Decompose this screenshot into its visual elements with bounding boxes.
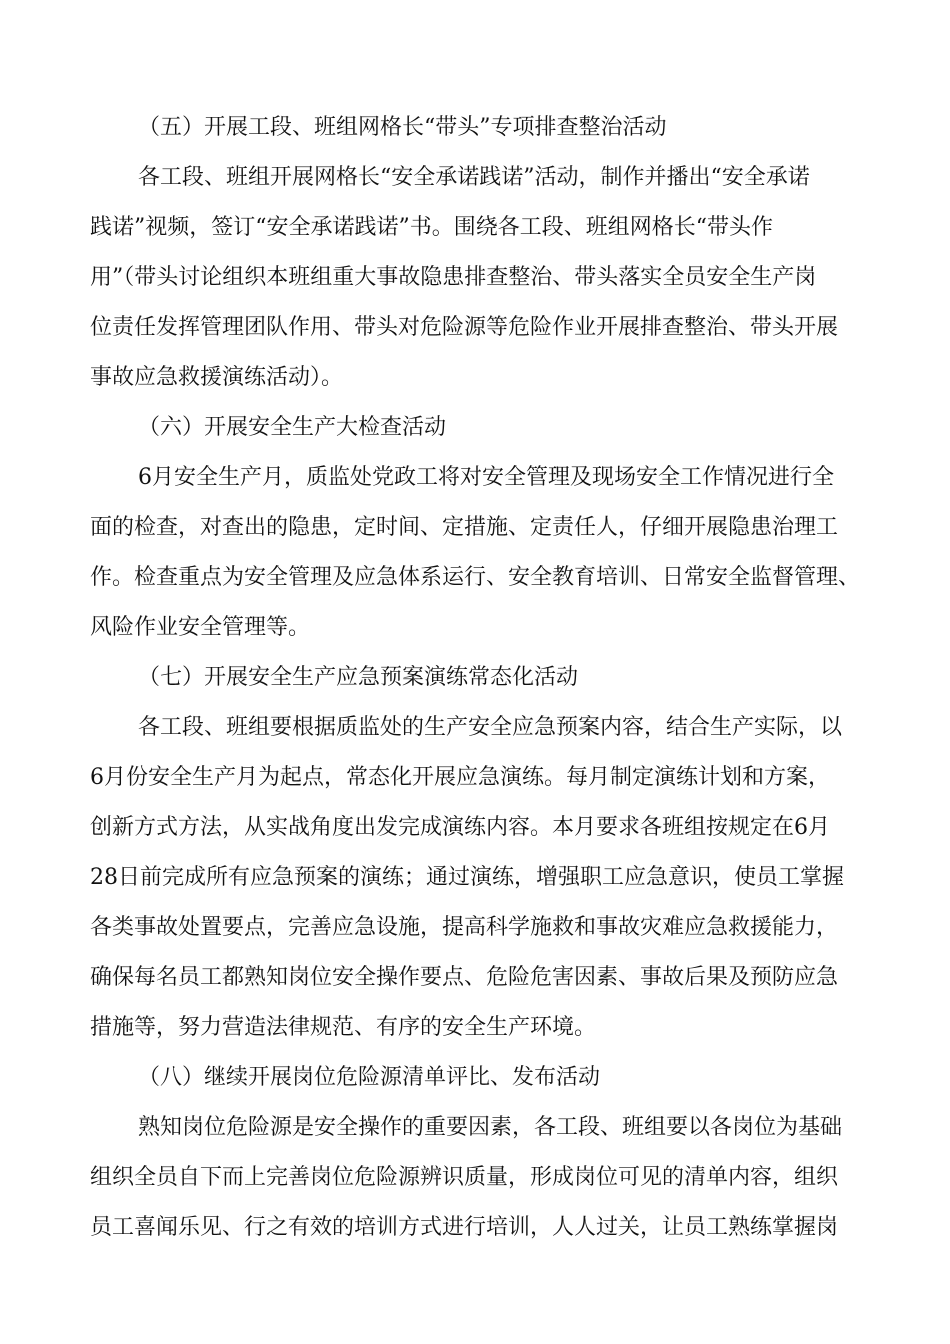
paragraph-line: 员工喜闻乐见、行之有效的培训方式进行培训，人人过关，让员工熟练掌握岗 (90, 1215, 839, 1240)
paragraph-line: 事故应急救援演练活动）。 (90, 365, 344, 390)
paragraph-line: 6月安全生产月，质监处党政工将对安全管理及现场安全工作情况进行全 (138, 465, 834, 490)
paragraph-line: 各工段、班组开展网格长“安全承诺践诺”活动，制作并播出“安全承诺 (138, 165, 810, 190)
paragraph-line: 作。检查重点为安全管理及应急体系运行、安全教育培训、日常安全监督管理、 (90, 565, 861, 590)
paragraph-line: 确保每名员工都熟知岗位安全操作要点、危险危害因素、事故后果及预防应急 (90, 965, 839, 990)
paragraph-line: 熟知岗位危险源是安全操作的重要因素，各工段、班组要以各岗位为基础 (138, 1115, 843, 1140)
paragraph-line: 28日前完成所有应急预案的演练；通过演练，增强职工应急意识，使员工掌握 (90, 865, 844, 890)
paragraph-line: 各工段、班组要根据质监处的生产安全应急预案内容，结合生产实际，以 (138, 715, 843, 740)
section-8 (90, 1053, 870, 1253)
section-heading: （八）继续开展岗位危险源清单评比、发布活动 (138, 1065, 601, 1090)
paragraph-line: 创新方式方法，从实战角度出发完成演练内容。本月要求各班组按规定在6月 (90, 815, 830, 840)
document-page (90, 103, 870, 1253)
section-6 (90, 403, 870, 653)
paragraph-line: 6月份安全生产月为起点，常态化开展应急演练。每月制定演练计划和方案， (90, 765, 830, 790)
section-heading: （七）开展安全生产应急预案演练常态化活动 (138, 665, 579, 690)
paragraph-line: 组织全员自下而上完善岗位危险源辨识质量，形成岗位可见的清单内容，组织 (90, 1165, 839, 1190)
paragraph-line: 措施等，努力营造法律规范、有序的安全生产环境。 (90, 1015, 597, 1040)
paragraph-line: 风险作业安全管理等。 (90, 615, 311, 640)
section-7 (90, 653, 870, 1053)
paragraph-line: 位责任发挥管理团队作用、带头对危险源等危险作业开展排查整治、带头开展 (90, 315, 839, 340)
paragraph-line: 面的检查，对查出的隐患，定时间、定措施、定责任人，仔细开展隐患治理工 (90, 515, 839, 540)
paragraph-line: 践诺”视频，签订“安全承诺践诺”书。围绕各工段、班组网格长“带头作 (90, 215, 773, 240)
section-5 (90, 103, 870, 403)
paragraph-line: 各类事故处置要点，完善应急设施，提高科学施救和事故灾难应急救援能力， (90, 915, 839, 940)
section-heading: （六）开展安全生产大检查活动 (138, 415, 447, 440)
paragraph-line: 用”（带头讨论组织本班组重大事故隐患排查整治、带头落实全员安全生产岗 (90, 265, 817, 290)
section-heading: （五）开展工段、班组网格长“带头”专项排查整治活动 (138, 115, 667, 140)
